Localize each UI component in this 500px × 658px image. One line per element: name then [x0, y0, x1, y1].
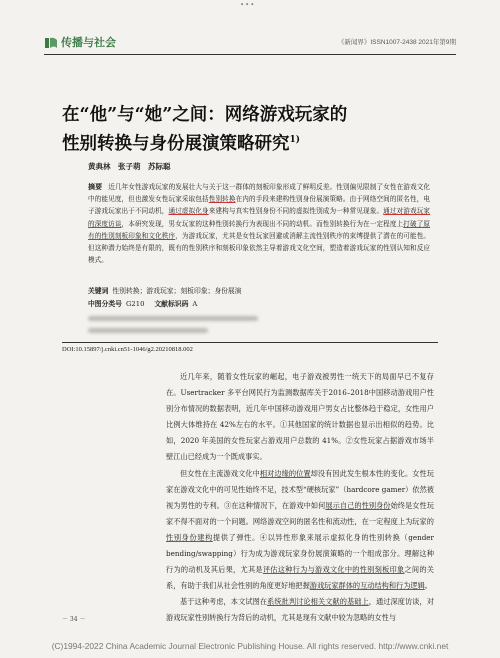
- text-segment: ④以异性形象来展示虚拟化身的性别转换（gender bending/swapping）行为成为游戏玩家身份展演策略的一个组成部分。理解这种行为的动机及其后果，尤其是: [166, 532, 434, 575]
- underlined-phrase: 通过虚拟化身: [168, 207, 209, 216]
- text-segment: 基于这种考虑，本文试图在: [180, 597, 268, 607]
- doc-code-label: 文献标识码: [154, 300, 189, 308]
- text-segment: 近几年来，随着女性玩家的崛起，电子游戏被男性一统天下的局面早已不复存在。Usertracker 多平台网民行为监测数据库关于2016–2018中国移动游戏用户性别分布情况的数据表明，近几年中国移动游戏用户男女占比整体趋于稳定，女性用户比例大体维持在 42%左右的水平。: [166, 372, 434, 430]
- title-footnote-mark: 1): [289, 135, 301, 145]
- text-segment: 始终是女性玩家不得不面对的一个问题。网络游戏空间的匿名性和流动性，在一定程度上为玩家的: [166, 500, 434, 526]
- body-paragraph: [166, 594, 434, 626]
- journal-section-name: 传播与社会: [61, 36, 116, 49]
- abstract-label: 摘要: [88, 182, 103, 191]
- keywords-label: 关键词: [88, 287, 109, 295]
- title-line-1: 在“他”与“她”之间：网络游戏玩家的: [62, 105, 348, 125]
- abstract-text: [88, 183, 430, 264]
- underlined-phrase: 系统批判讨论相关文献的基础上: [267, 597, 369, 607]
- body-text: [166, 369, 434, 627]
- classification: [88, 299, 197, 309]
- keywords: [88, 286, 242, 296]
- issue-info: 《新闻界》ISSN1007-2438 2021年第9期: [337, 39, 456, 46]
- doi: DOI:10.15897/j.cnki.cn51-1046/g2.20210818.002: [62, 346, 193, 353]
- clc-label: 中图分类号: [88, 300, 122, 308]
- redacted-text: [88, 313, 268, 339]
- keywords-value: 性别转换；游戏玩家；刻板印象；身份展演: [112, 287, 242, 295]
- underlined-phrase: 展示自己的性别身份: [325, 500, 391, 510]
- underlined-phrase: 打破了原有的性别刻板印象和文化秩序: [88, 219, 431, 240]
- underlined-phrase: 通过对游戏玩家的深度访谈: [88, 207, 431, 228]
- text-segment: ，本研究发现，男女玩家的这种性别转换行为表现出不同的动机。而性别转换行为在一定程度上: [121, 219, 404, 228]
- article-title: [62, 103, 438, 157]
- text-segment: ③在这种情况下，在游戏中如何: [223, 500, 326, 510]
- underlined-phrase: 游戏玩家群体的互动结构和行为逻辑: [309, 581, 425, 591]
- text-segment: ，为游戏玩家，尤其是女性玩家回避或消解主流性别秩序的束缚提供了潜在的可能性。但这种潜力始终是有限的，既有的性别秩序和刻板印象依然主导着游戏文化空间，塑造着游戏玩家的性别认知和反应模式。: [88, 231, 431, 265]
- redacted-line: [88, 316, 258, 321]
- text-segment: 在内的手段来建构性别身份展演策略。由于网络空间的匿名性，电子游戏玩家出于不同动机，: [88, 195, 431, 216]
- text-segment: 但女性在主流游戏文化中: [180, 468, 260, 478]
- text-segment: ②女性玩家占据游戏市场半壁江山已经成为一个既成事实。: [166, 436, 434, 462]
- journal-header: [44, 36, 456, 52]
- underlined-phrase: 性别转换: [208, 195, 236, 204]
- text-segment: 近几年女性游戏玩家的发展壮大与关于这一群体的刻板印象形成了鲜明反差。性别偏见限制了女性在游戏文化中的能见度，但也激发女性玩家采取包括: [88, 183, 431, 204]
- body-paragraph: [166, 466, 434, 595]
- text-segment: ，通过深度访谈，对游戏玩家性别转换行为背后的动机，尤其是现有文献中较为忽略的女性与: [166, 597, 434, 623]
- authors: 黄典林 张子萌 苏际聪: [88, 162, 171, 171]
- text-segment: ①其他国家的统计数据也显示出相似的趋势。比如，2020 年美国的女性玩家占游戏用户总数的 41%。: [166, 420, 434, 446]
- underlined-phrase: 相对边缘的位置: [259, 468, 311, 478]
- window-dots: •••: [240, 1, 256, 9]
- text-segment: 之间的关系，有助于我们从社会性别的角度更好地把握: [166, 565, 434, 591]
- header-rule: [44, 54, 456, 55]
- title-line-2: 性别转换与身份展演策略研究$^{1)}$: [62, 133, 301, 154]
- copyright-notice: (C)1994-2022 China Academic Journal Electronic Publishing House. All rights reserved. http://www.cnki.net: [51, 641, 449, 651]
- doc-code-value: A: [192, 300, 198, 308]
- journal-logo-icon: [44, 36, 58, 50]
- body-paragraph: [166, 369, 434, 466]
- clc-value: G210: [125, 300, 145, 308]
- text-segment: 来建构与真实性别身份不同的虚拟性别成为一种常见现象。: [208, 207, 384, 216]
- underlined-phrase: 性别身份建构: [166, 532, 213, 542]
- text-segment: 提供了弹性。: [212, 532, 260, 542]
- page-number: － 34 －: [62, 616, 86, 623]
- abstract: [88, 181, 430, 266]
- doi-rule: [62, 342, 438, 343]
- redacted-line: [88, 328, 208, 333]
- text-segment: 。: [424, 581, 432, 591]
- underlined-phrase: 评估这种行为与游戏文化中的性别刻板印象: [262, 565, 405, 575]
- text-segment: 却没有因此发生根本性的变化。女性玩家在游戏文化中的可见性始终不足，技术型“硬核玩家”（hardcore gamer）依然被视为男性的专利。: [166, 468, 434, 510]
